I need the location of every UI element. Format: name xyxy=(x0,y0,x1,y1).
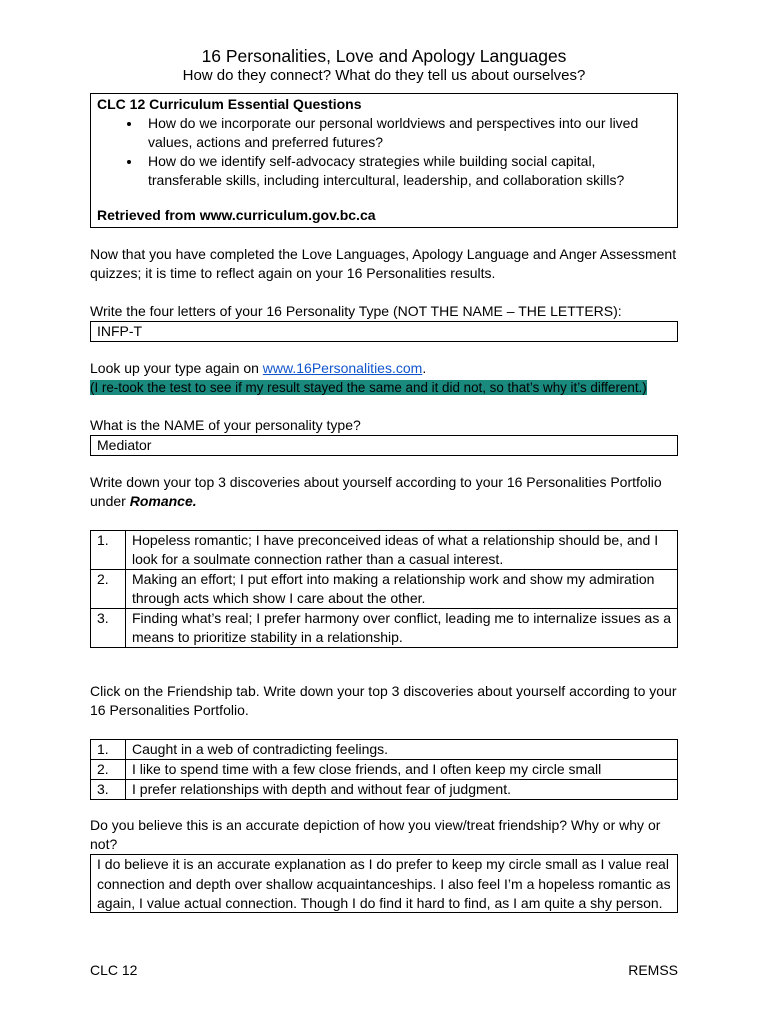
table-row xyxy=(91,780,678,800)
lookup-suffix: . xyxy=(422,360,427,376)
retake-note xyxy=(90,378,680,397)
row-number: 3. xyxy=(91,780,126,800)
romance-prompt xyxy=(90,473,680,511)
romance-under-text: under xyxy=(90,493,130,509)
row-number: 2. xyxy=(91,760,126,780)
essential-question-item: • How do we incorporate our personal worldviews and perspectives into our lived values, actions and preferred futures? xyxy=(142,114,671,152)
essential-questions-list xyxy=(97,114,671,190)
essential-question-item: • How do we identify self-advocacy strategies while building social capital, transferable skills, including intercultural, leadership, and collaboration skills? xyxy=(142,152,671,190)
row-answer[interactable]: Caught in a web of contradicting feelings. xyxy=(126,740,678,760)
accuracy-question: Do you believe this is an accurate depiction of how you view/treat friendship? Why or why or not? xyxy=(90,817,661,852)
romance-prompt-line: Write down your top 3 discoveries about yourself according to your 16 Personalities Portfolio xyxy=(90,474,662,490)
row-number: 1. xyxy=(91,740,126,760)
friendship-table xyxy=(90,739,678,800)
highlighted-note: (I re-took the test to see if my result stayed the same and it did not, so that’s why it’s different.) xyxy=(90,380,647,395)
footer-right: REMSS xyxy=(628,962,678,978)
table-row xyxy=(91,760,678,780)
letters-question: Write the four letters of your 16 Personality Type (NOT THE NAME – THE LETTERS): xyxy=(90,303,622,319)
accuracy-answer-field[interactable]: I do believe it is an accurate explanation as I do prefer to keep my circle small as I value real connection and depth over shallow acquaintanceships. I also feel I’m a hopeless romantic as again, I value actual connection. Though I do find it hard to find, as I am quite a shy person. xyxy=(90,854,678,913)
table-row xyxy=(91,740,678,760)
lookup-prefix: Look up your type again on xyxy=(90,360,263,376)
retrieved-from-text: Retrieved from www.curriculum.gov.bc.ca xyxy=(97,207,376,223)
romance-table xyxy=(90,530,678,648)
romance-keyword: Romance. xyxy=(129,493,197,509)
page-subtitle: How do they connect? What do they tell us about ourselves? xyxy=(182,67,586,84)
page-title: 16 Personalities, Love and Apology Languages xyxy=(201,46,567,66)
row-answer[interactable]: I prefer relationships with depth and without fear of judgment. xyxy=(126,780,678,800)
lookup-line xyxy=(90,359,680,378)
row-answer[interactable]: Finding what’s real; I prefer harmony over conflict, leading me to internalize issues as a means to prioritize stability in a relationship. xyxy=(126,609,678,648)
row-number: 1. xyxy=(91,531,126,570)
essential-questions-box xyxy=(90,93,678,228)
table-row xyxy=(91,570,678,609)
row-number: 2. xyxy=(91,570,126,609)
row-answer[interactable]: Making an effort; I put effort into making a relationship work and show my admiration through acts which show I care about the other. xyxy=(126,570,678,609)
friendship-prompt: Click on the Friendship tab. Write down your top 3 discoveries about yourself according to your 16 Personalities Portfolio. xyxy=(90,683,677,718)
essential-questions-heading: CLC 12 Curriculum Essential Questions xyxy=(97,96,362,112)
romance-prompt-under xyxy=(90,492,680,511)
name-question: What is the NAME of your personality type? xyxy=(90,417,361,433)
name-answer-field[interactable]: Mediator xyxy=(90,435,678,456)
letters-answer-field[interactable]: INFP-T xyxy=(90,321,678,342)
16personalities-link[interactable]: www.16Personalities.com xyxy=(262,360,423,376)
row-number: 3. xyxy=(91,609,126,648)
row-answer[interactable]: Hopeless romantic; I have preconceived ideas of what a relationship should be, and I look for a soulmate connection rather than a casual interest. xyxy=(126,531,678,570)
table-row xyxy=(91,609,678,648)
row-answer[interactable]: I like to spend time with a few close friends, and I often keep my circle small xyxy=(126,760,678,780)
table-row xyxy=(91,531,678,570)
intro-paragraph: Now that you have completed the Love Languages, Apology Language and Anger Assessment quizzes; it is time to reflect again on your 16 Personalities results. xyxy=(90,246,677,281)
footer-left: CLC 12 xyxy=(90,962,138,978)
